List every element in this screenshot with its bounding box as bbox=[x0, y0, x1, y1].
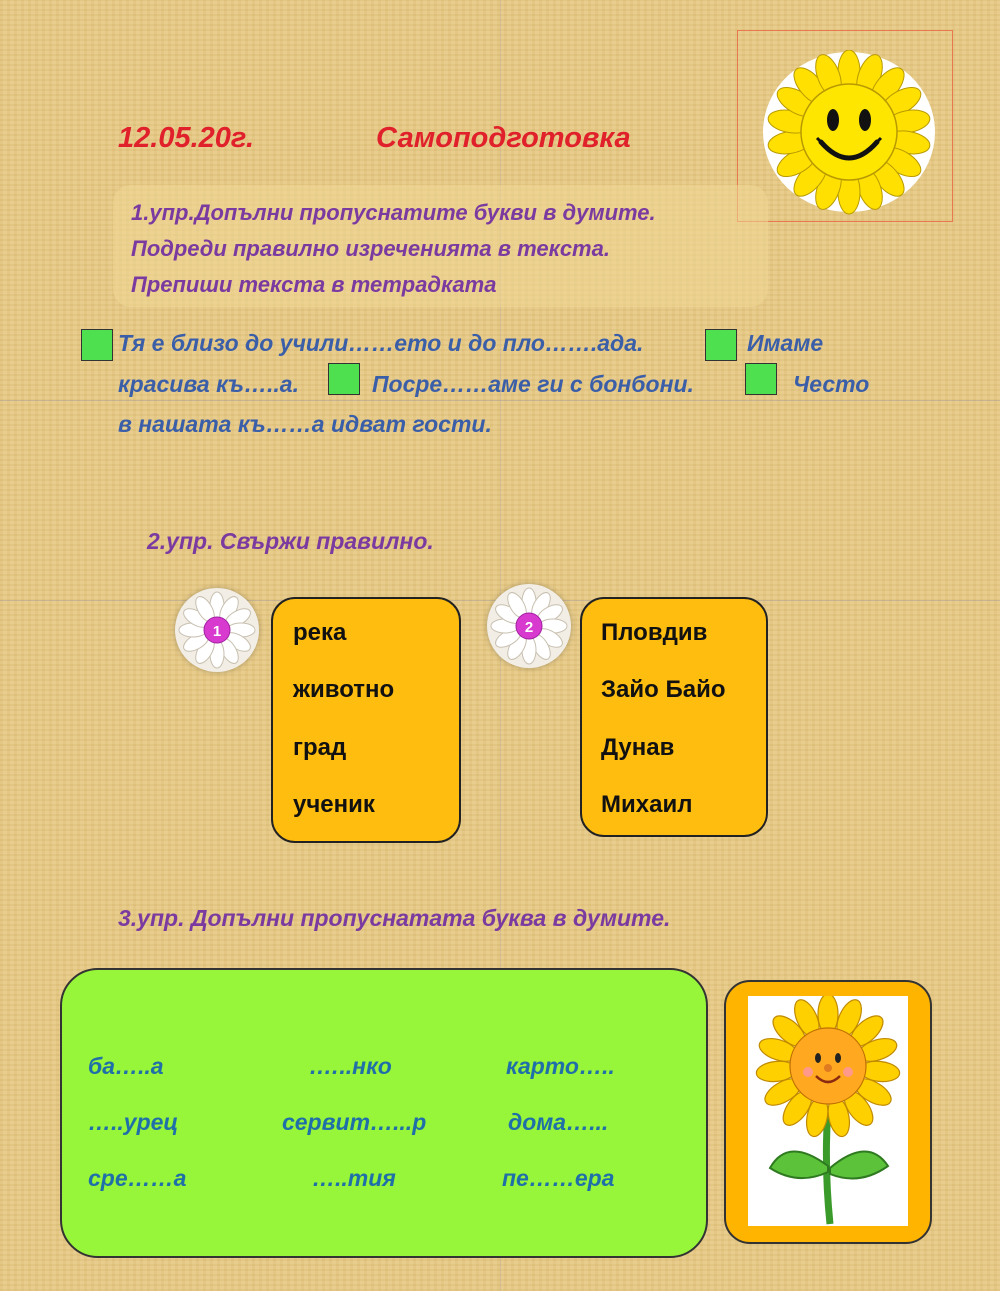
gap-word[interactable]: …..урец bbox=[88, 1109, 179, 1135]
exercise-3-heading: 3.упр. Допълни пропуснатата буква в думите. bbox=[118, 905, 671, 931]
gap-word[interactable]: карто….. bbox=[506, 1053, 615, 1079]
gap-word[interactable]: ба…..а bbox=[88, 1053, 164, 1079]
gap-word[interactable]: .…..нко bbox=[310, 1053, 392, 1079]
badge-2-number: 2 bbox=[524, 619, 534, 636]
gap-word[interactable]: пе……ера bbox=[502, 1165, 615, 1191]
word-item[interactable]: река bbox=[293, 619, 347, 646]
word-item[interactable]: животно bbox=[293, 676, 395, 703]
word-item[interactable]: Пловдив bbox=[601, 619, 708, 646]
word-item[interactable]: Дунав bbox=[601, 734, 675, 761]
instruction-line-1: 1.упр.Допълни пропуснатите букви в думите. bbox=[131, 200, 656, 225]
date: 12.05.20г. bbox=[118, 122, 255, 154]
order-box-2[interactable] bbox=[705, 329, 737, 361]
exercise-2-heading: 2.упр. Свържи правилно. bbox=[147, 528, 434, 554]
sentence-2-start: Имаме bbox=[747, 330, 824, 356]
order-box-4[interactable] bbox=[745, 363, 777, 395]
word-column-2 bbox=[580, 597, 768, 837]
sunflower-picture-frame bbox=[724, 980, 932, 1244]
sentence-2-end: красива къ…..а. bbox=[118, 371, 299, 397]
smiley-sunflower-icon bbox=[758, 50, 940, 220]
sentence-4-end: в нашата къ……а идват гости. bbox=[118, 411, 492, 437]
gap-word[interactable]: …..тия bbox=[312, 1165, 396, 1191]
order-box-1[interactable] bbox=[81, 329, 113, 361]
daisy-badge-icon bbox=[175, 588, 259, 672]
word-item[interactable]: Михаил bbox=[601, 791, 693, 818]
word-item[interactable]: град bbox=[293, 734, 347, 761]
sentence-3: Посре……аме ги с бонбони. bbox=[372, 371, 694, 397]
sentence-1: Тя е близо до учили……ето и до пло…….ада. bbox=[118, 330, 644, 356]
missing-letter-panel bbox=[60, 968, 708, 1258]
order-box-3[interactable] bbox=[328, 363, 360, 395]
daisy-badge-icon bbox=[487, 584, 571, 668]
sunflower-picture bbox=[748, 996, 908, 1226]
word-column-1 bbox=[271, 597, 461, 843]
gap-word[interactable]: сре……а bbox=[88, 1165, 187, 1191]
word-item[interactable]: ученик bbox=[293, 791, 375, 818]
badge-1-number: 1 bbox=[212, 623, 222, 640]
instruction-line-2: Подреди правилно изреченията в текста. bbox=[131, 236, 610, 261]
cartoon-sunflower-icon bbox=[748, 996, 908, 1226]
page-title: Самоподготовка bbox=[376, 122, 631, 154]
instruction-line-3: Препиши текста в тетрадката bbox=[131, 272, 497, 297]
sentence-4-start: Често bbox=[793, 371, 870, 397]
gap-word[interactable]: сервит…...р bbox=[282, 1109, 427, 1135]
gap-word[interactable]: дома…... bbox=[508, 1109, 609, 1135]
word-item[interactable]: Зайо Байо bbox=[601, 676, 726, 703]
